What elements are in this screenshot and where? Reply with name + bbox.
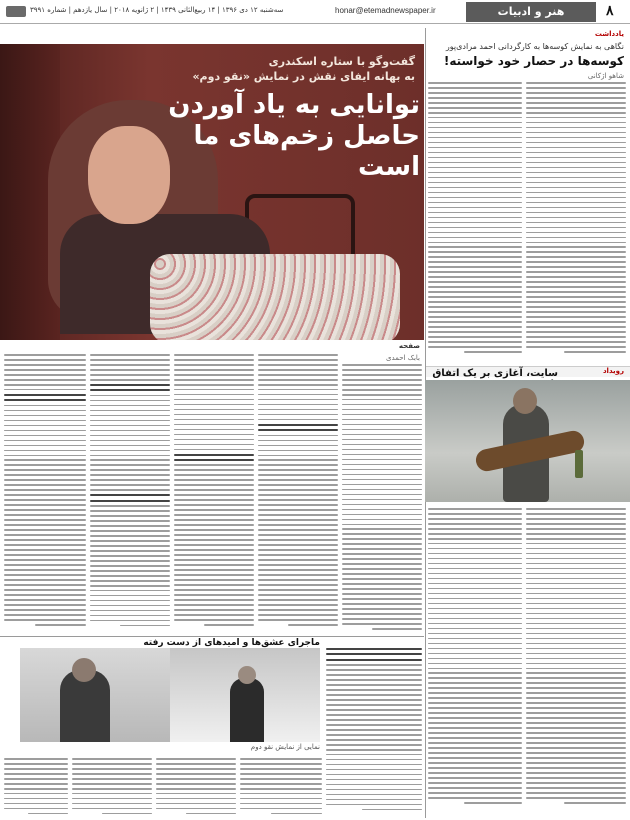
section-title: هنر و ادبیات (466, 2, 596, 22)
bottom-body-col3 (156, 758, 236, 818)
bottom-body-col4 (72, 758, 152, 818)
bottom-body-col2 (240, 758, 322, 818)
interview-body-col2 (258, 354, 338, 636)
newspaper-logo (6, 6, 26, 17)
section-email[interactable]: honar@etemadnewspaper.ir (335, 6, 436, 15)
bottom-body-col5 (4, 758, 68, 818)
page-number: ۸ (606, 2, 614, 18)
bottom-photo (20, 648, 320, 742)
photo-floral-dress (150, 254, 400, 340)
review-kicker: نگاهی به نمایش کوسه‌ها به کارگردانی احمد مرادی‌پور (445, 42, 624, 51)
bottom-rule (0, 636, 424, 637)
bottom-body-col1 (326, 648, 422, 818)
bottom-headline: ماجرای عشق‌ها و امیدهای از دست رفته (143, 638, 320, 648)
event-photo-guitarist (425, 380, 630, 502)
photo-head-right (238, 666, 256, 684)
column-tag: یادداشت (594, 30, 624, 38)
photo-bottle (575, 450, 583, 478)
interview-body-col5 (4, 354, 86, 636)
review-headline: کوسه‌ها در حصار خود خواسته! (443, 54, 624, 68)
issue-date-line: سه‌شنبه ۱۲ دی ۱۳۹۶ | ۱۴ ربیع‌الثانی ۱۴۳۹ | ۲ ژانویه ۲۰۱۸ | سال یازدهم | شماره ۳۹۹۱ (30, 6, 284, 14)
interview-headline: توانایی به یاد آوردن حاصل زخم‌های ما است (168, 90, 420, 182)
review-body-col1 (526, 82, 626, 362)
event-headline: سایت، آغازی بر یک اتفاق (432, 368, 558, 379)
event-body-col2 (428, 508, 522, 818)
page-header (0, 0, 630, 24)
interview-section-tag: صفحه (398, 342, 420, 350)
photo-musician-head (513, 388, 537, 414)
interview-kicker-2: به بهانه ایفای نقش در نمایش «نقو دوم» (192, 70, 415, 83)
interview-byline: بابک احمدی (386, 354, 420, 362)
interview-body-col1 (342, 364, 422, 636)
main-photo (0, 44, 424, 340)
interview-body-col3 (174, 354, 254, 636)
review-byline: شاهو اژکانی (587, 72, 624, 80)
event-tag: رویداد (602, 367, 624, 375)
photo-head-left (72, 658, 96, 682)
event-body-col1 (526, 508, 626, 818)
interview-body-col4 (90, 354, 170, 636)
interview-kicker: گفت‌وگو با ستاره اسکندری (268, 55, 415, 68)
photo-figure-right (230, 678, 264, 742)
bottom-photo-caption: نمایی از نمایش نقو دوم (250, 743, 320, 751)
review-body-col2 (428, 82, 522, 362)
